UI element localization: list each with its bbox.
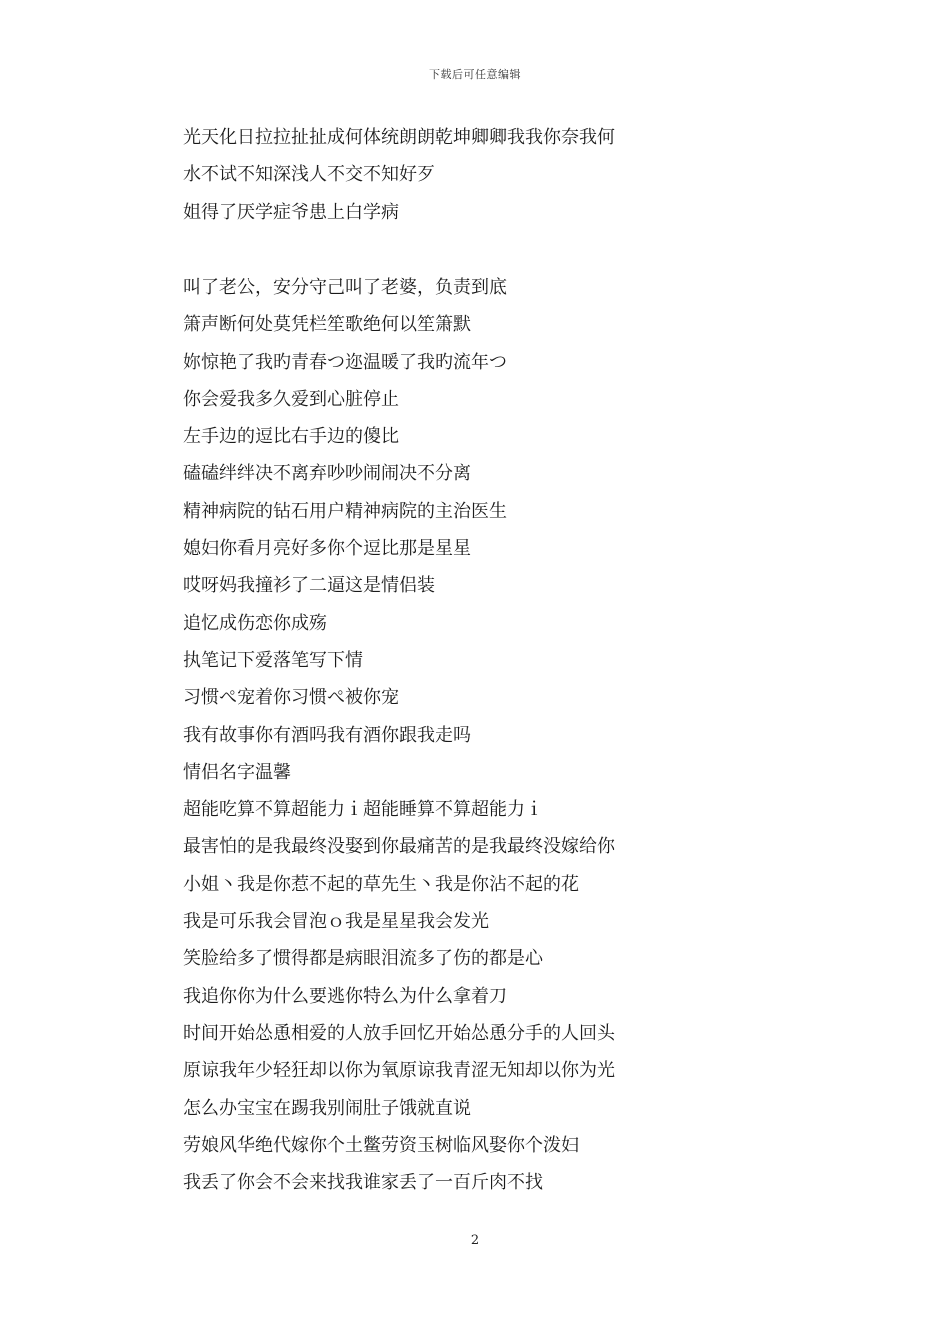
text-line: 情侣名字温馨 xyxy=(183,761,291,783)
text-line: 最害怕的是我最终没娶到你最痛苦的是我最终没嫁给你 xyxy=(183,836,615,858)
text-line: 劳娘风华绝代嫁你个土鳖劳资玉树临风娶你个泼妇 xyxy=(183,1134,579,1156)
text-line: 左手边的逗比右手边的傻比 xyxy=(183,426,399,448)
text-line: 哎呀妈我撞衫了二逼这是情侣装 xyxy=(183,575,435,597)
text-line: 原谅我年少轻狂却以你为氧原谅我青涩无知却以你为光 xyxy=(183,1060,615,1082)
text-line: 叫了老公，安分守己叫了老婆，负责到底 xyxy=(183,277,507,298)
text-line: 怎么办宝宝在踢我别闹肚子饿就直说 xyxy=(183,1097,471,1119)
text-line: 笑脸给多了惯得都是病眼泪流多了伤的都是心 xyxy=(183,948,543,970)
text-line: 姐得了厌学症爷患上白学病 xyxy=(183,201,399,223)
text-line: 你会爱我多久爱到心脏停止 xyxy=(183,388,399,410)
text-line: 时间开始怂恿相爱的人放手回忆开始怂恿分手的人回头 xyxy=(183,1022,615,1044)
text-line: 执笔记下爱落笔写下情 xyxy=(183,649,363,671)
text-line: 媳妇你看月亮好多你个逗比那是星星 xyxy=(183,538,471,560)
text-line: 水不试不知深浅人不交不知好歹 xyxy=(183,164,435,186)
text-line: 追忆成伤恋你成殇 xyxy=(183,612,327,634)
text-line: 妳惊艳了我旳青春つ迩温暖了我旳流年つ xyxy=(183,351,507,373)
text-line: 我追你你为什么要逃你特么为什么拿着刀 xyxy=(183,985,507,1007)
text-line: 磕磕绊绊决不离弃吵吵闹闹决不分离 xyxy=(183,463,471,485)
text-line: 超能吃算不算超能力ｉ超能睡算不算超能力ｉ xyxy=(183,799,543,821)
text-line: 精神病院的钻石用户精神病院的主治医生 xyxy=(183,500,507,522)
text-line: 我丢了你会不会来找我谁家丢了一百斤肉不找 xyxy=(183,1172,543,1194)
text-line: 我是可乐我会冒泡ｏ我是星星我会发光 xyxy=(183,911,489,933)
text-block-top xyxy=(183,126,743,238)
page-number: 2 xyxy=(470,1233,480,1248)
text-line: 箫声断何处莫凭栏笙歌绝何以笙箫默 xyxy=(183,314,471,336)
text-line: 习惯ぺ宠着你习惯ぺ被你宠 xyxy=(183,687,399,709)
text-block-main xyxy=(183,276,743,1208)
text-line: 我有故事你有酒吗我有酒你跟我走吗 xyxy=(183,724,471,746)
text-line: 小姐丶我是你惹不起的草先生丶我是你沾不起的花 xyxy=(183,873,579,895)
page-header: 下载后可任意编辑 xyxy=(429,68,521,81)
text-line: 光天化日拉拉扯扯成何体统朗朗乾坤卿卿我我你奈我何 xyxy=(183,127,615,148)
